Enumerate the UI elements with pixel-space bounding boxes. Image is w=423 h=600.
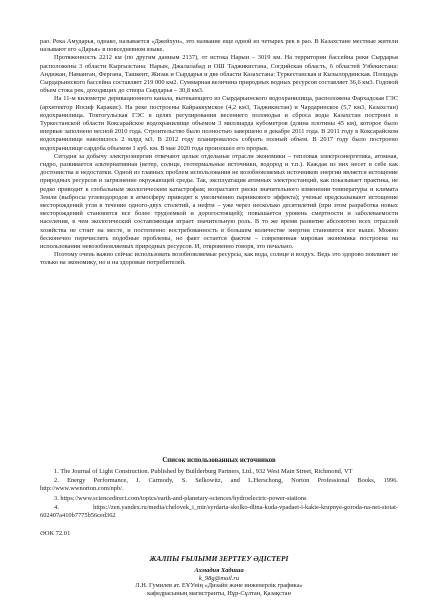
body-paragraph: Протяженность 2212 км (по другим данным 2137), от истока Нарын – 3019 км. На территории бассейна реки Сырдарья расположены 3 области Кыргызстана: Нарын, Джалалабад и ОШ Таджикистана, Согдийская область, 6 областей Узбекистана: Андижан, Наманган, Фергана, Ташкент, Жизак и Сырдарья и две области Казахстана: Туркестанская и Кызылординская. Площадь Сырдарьинского бассейна составляет 219 000 км2. Суммарная величина природных водных ресурсов составляет 36,6 км3. Годовой объем стока рек, доходящих до створа Сырдарья – 30,8 км3. [40, 54, 398, 95]
body-paragraph: Поэтому очень важно сейчас использовать возобновляемые ресурсы, как вода, солнце и воздух. Ведь это здорово повлияет не только на экономику, но и на здоровые потребителей. [40, 251, 398, 267]
udk-code: ӘОК 72.01 [40, 530, 71, 537]
reference-item: 3. https://www.sciencedirect.com/topics/earth-and-planetary-sciences/hydroelectric-power-stations [54, 494, 307, 502]
reference-item: 2. Energy Performance, J. Carmody, S. Selkowitz, and L.Herschong, Norton Professional Books, 1996. http://www.wwnorton.com/npb/. [40, 477, 398, 493]
article-body [40, 38, 398, 268]
author-affiliation-line-2: кафедрасының магистранты, Нұр-Сұлтан, Қазақстан [147, 589, 291, 597]
author-block [40, 567, 398, 597]
body-paragraph: Сегодня за добычу электроэнергии отвечают целые отдельные отрасли экономики – тепловая электроэнергетика, атомная, гидро, развивается альтернативная (ветер, солнце, геотермальные источники, водород и т.п.). Каждая из них несет в себе как достоинства и недостатки. Одной из главных проблем использования не возобновляемых источников энергии является истощение природных ресурсов и загрязнение окружающей среды. Так, эксплуатация атомных электростанций, как показывает практика, не редко приводит к глобальным экологическим катастрофам; возрастают риски значительного изменения температуры и климата Земли (выбросы углеводородов в атмосферу приводят к увеличению парникового эффекта); ученые предсказывают истощение месторождений угля в течение одного-двух столетий, а нефти – уже через несколько десятилетий (при этом разработка новых месторождений становится все более трудоемкой и дорогостоящей); повышается уровень смертности и заболеваемости населения, в чем экологический составляющая играет значительную роль. В то же время развитие абсолютно всех отраслей хозяйства не стоит на месте, и постепенно востребованность в большем количестве энергии становится все выше. Можно бесконечно перечислять подобные проблемы, но факт остается фактом – современная мировая экономика построена на использовании невозобновляемых природных ресурсов. И, откровенно говоря, это печально. [40, 152, 398, 251]
author-affiliation-line-1: Л.Н. Гумилев ат. ЕҰУнің «Дизайн және инженерлік графика» [135, 582, 303, 590]
references-list [40, 468, 398, 520]
author-email: k_98g@mail.ru [198, 574, 240, 582]
body-paragraph: На 11-м километре деривационного канала, вытекающего из Сырдарьинского водохранилища, расположена Фархадская ГЭС (архитектор Иосиф Каракис). На реке построены Кайраккумское (4,2 км3, Таджикистан) и Чардаринское (5,7 км3, Казахстан) водохранилища. Токтогульская ГЭС в целях регулирования весеннего половодья и сброса воды Казахстан построил в Туркестанской области Коксарайское водохранилище объемом 3 миллиарда кубометров (длина плотины 45 км), которое было впервые заполнено весной 2010 года. Строительство было полностью завершено в декабре 2011 года. В 2011 году в Коксарайском водохранилище накопилось 2 млрд м3. В 2012 году планировалось собрать полный объем. В 2017 году было построено водохранилище сардоба объемом 1 куб. км. В мае 2020 года произошел его прорыв. [40, 95, 398, 152]
author-name: Ахмадия Хадиша [194, 567, 244, 574]
reference-item: 4. https://zen.yandex.ru/media/chelovek_i_mir/syrdaria-skolko-dlina-kuda-vpadaet-i-kakie-krupnye-goroda-na-nei-stoiat-602407a410b7775b56ced362 [40, 503, 398, 520]
reference-item: 1. The Journal of Light Construction. Published by Builderburg Partners, Ltd., 932 West Main Street, Richmond, VT [54, 468, 353, 475]
body-paragraph: рао. Река Амударья, однако, называется «Джейхун», это название еще одной из четырех рек в рао. В Казахстане местные жители называют его «Дарья» в повседневном языке. [40, 38, 398, 54]
section-heading: ЖАЛПЫ ҒЫЛЫМИ ЗЕРТТЕУ ӘДІСТЕРІ [149, 554, 289, 563]
references-title: Список использованных источников [162, 457, 276, 464]
